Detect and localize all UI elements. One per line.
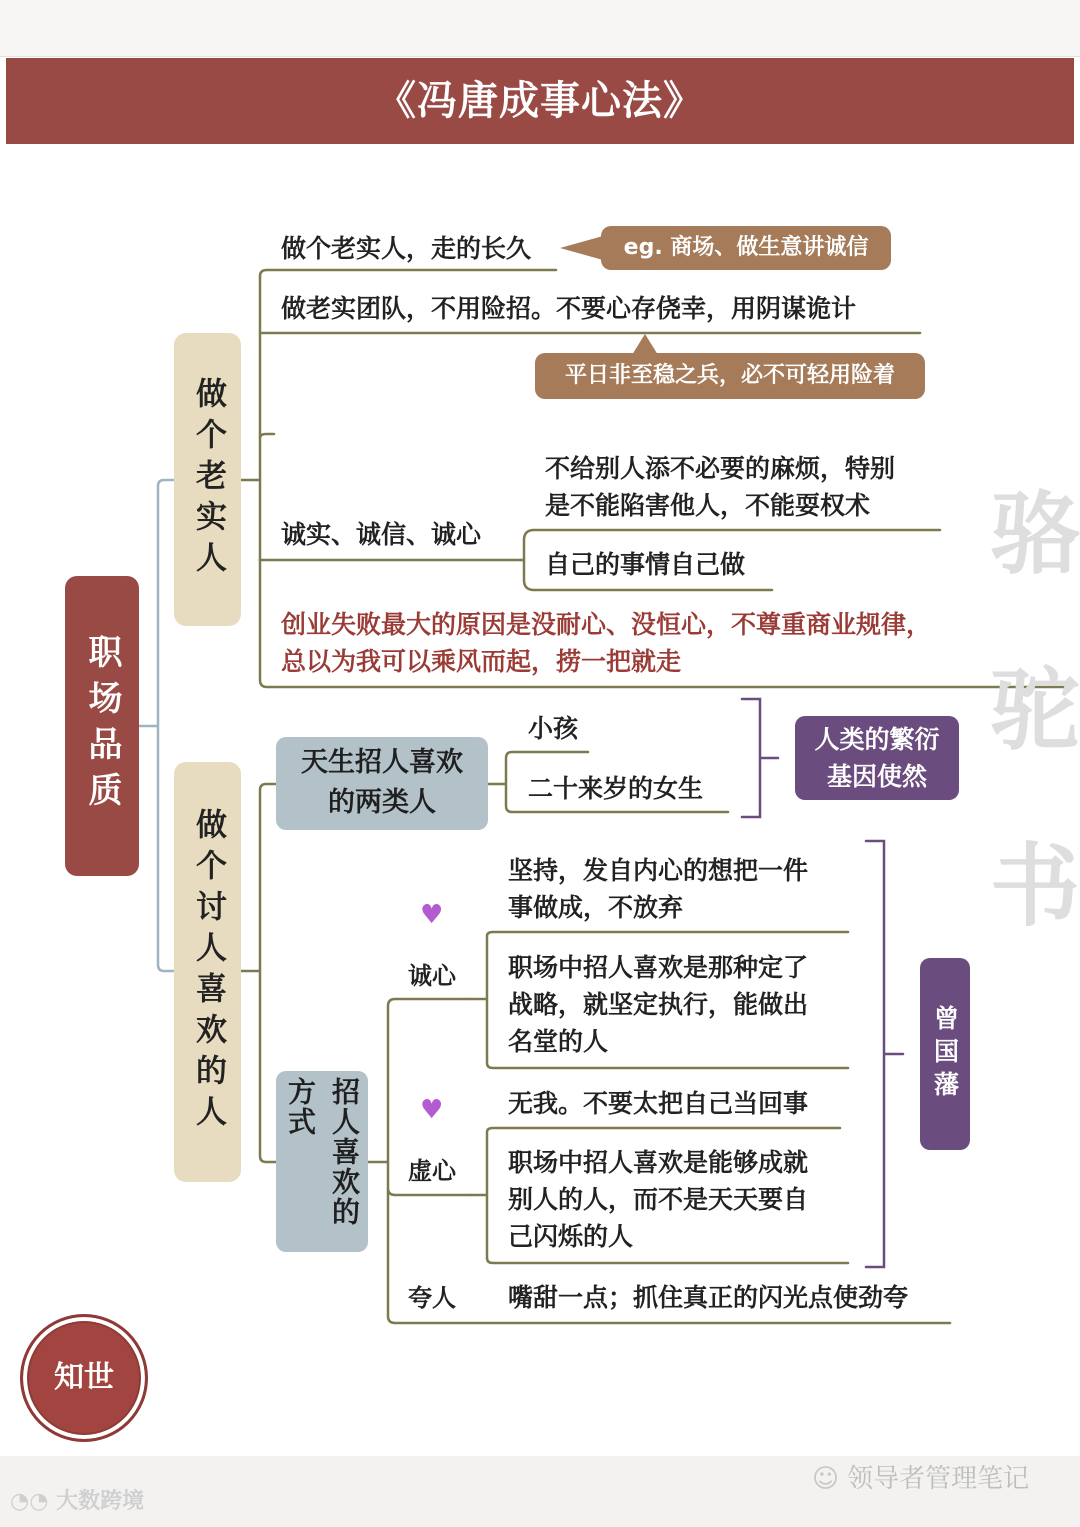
- watermark-char-2: 驼: [990, 658, 1080, 763]
- sincere-label: 诚心: [408, 962, 456, 990]
- humble-item-2-line3: 己闪烁的人: [508, 1222, 634, 1251]
- gene-note-line2: 基因使然: [826, 762, 927, 791]
- brand-seal: 知世: [20, 1314, 148, 1442]
- praise-item-1: 嘴甜一点；抓住真正的闪光点使劲夸: [508, 1283, 909, 1312]
- root-label: 职场品质: [82, 634, 122, 818]
- callout-pointer-1: [560, 236, 603, 260]
- footer-left-text: 大数跨境: [56, 1489, 145, 1514]
- honest-item-1: 做个老实人，走的长久: [281, 234, 532, 263]
- sincere-item-2-line1: 职场中招人喜欢是那种定了: [508, 953, 809, 982]
- footer-right-watermark: [812, 1462, 1029, 1496]
- bracket-group2: [866, 841, 903, 1267]
- wechat-icon: ☺: [812, 1464, 840, 1494]
- gene-note-line1: 人类的繁衍: [814, 725, 940, 754]
- line-b1-item1: [260, 270, 556, 276]
- line-branch2: [241, 784, 276, 1162]
- footer-right-text: 领导者管理笔记: [847, 1464, 1030, 1494]
- likable-ways-label: 招人喜欢的方式: [284, 1076, 361, 1227]
- honest-note-1: eg. 商场、做生意讲诚信: [601, 226, 891, 270]
- honest-item-3-sub2: 自己的事情自己做: [545, 550, 746, 579]
- honest-item-4-line2: 总以为我可以乘风而起，捞一把就走: [281, 647, 682, 676]
- humble-item-2-line1: 职场中招人喜欢是能够成就: [508, 1148, 809, 1177]
- humble-item-1: 无我。不要太把自己当回事: [508, 1089, 809, 1118]
- branch-likable-label: 做个讨人喜欢的人: [190, 808, 226, 1136]
- callout-pointer-2: [632, 334, 658, 355]
- source-label: 曾国藩: [930, 1004, 960, 1104]
- branch-honest-label: 做个老实人: [190, 377, 226, 582]
- humble-label: 虚心: [408, 1157, 456, 1185]
- born-likable-node: [276, 737, 488, 830]
- sincere-item-2-line3: 名堂的人: [508, 1027, 609, 1056]
- born-likable-line1: 天生招人喜欢: [301, 747, 463, 778]
- sincere-item-1-line1: 坚持，发自内心的想把一件: [508, 856, 809, 885]
- honest-item-3-sub1-line2: 是不能陷害他人，不能耍权术: [545, 491, 871, 520]
- honest-item-4-line1: 创业失败最大的原因是没耐心、没恒心，不尊重商业规律，: [281, 610, 932, 639]
- weibo-icon: ◔◔: [10, 1489, 49, 1514]
- gene-note-node: [795, 716, 959, 800]
- honest-item-2: 做老实团队，不用险招。不要心存侥幸，用阴谋诡计: [281, 294, 857, 323]
- bracket-group1: [742, 699, 778, 817]
- sincere-item-1-line2: 事做成，不放弃: [508, 893, 684, 922]
- honest-note-2: 平日非至稳之兵，必不可轻用险着: [535, 353, 925, 399]
- footer-left-watermark: [10, 1489, 144, 1515]
- branch-honest-node: [174, 333, 241, 626]
- born-likable-item-women: 二十来岁的女生: [528, 774, 704, 803]
- honest-item-3: 诚实、诚信、诚心: [281, 520, 482, 549]
- branch-likable-node: [174, 762, 241, 1182]
- line-root-branches: [139, 480, 174, 971]
- watermark-char-3: 书: [990, 834, 1080, 939]
- page-title: 《冯唐成事心法》: [6, 58, 1074, 144]
- sincere-item-2-line2: 战略，就坚定执行，能做出: [508, 990, 809, 1019]
- source-node: [920, 958, 970, 1150]
- likable-ways-node: [276, 1071, 368, 1252]
- humble-item-2-line2: 别人的人，而不是天天要自: [508, 1185, 809, 1214]
- honest-item-3-sub1-line1: 不给别人添不必要的麻烦，特别: [545, 454, 896, 483]
- born-likable-item-child: 小孩: [528, 714, 579, 743]
- born-likable-line2: 的两类人: [328, 787, 436, 818]
- watermark-char-1: 骆: [990, 482, 1080, 587]
- heart-icon: ♥: [420, 900, 444, 930]
- praise-label: 夸人: [408, 1284, 456, 1312]
- root-node: [65, 576, 139, 876]
- heart-icon: ♥: [420, 1095, 444, 1125]
